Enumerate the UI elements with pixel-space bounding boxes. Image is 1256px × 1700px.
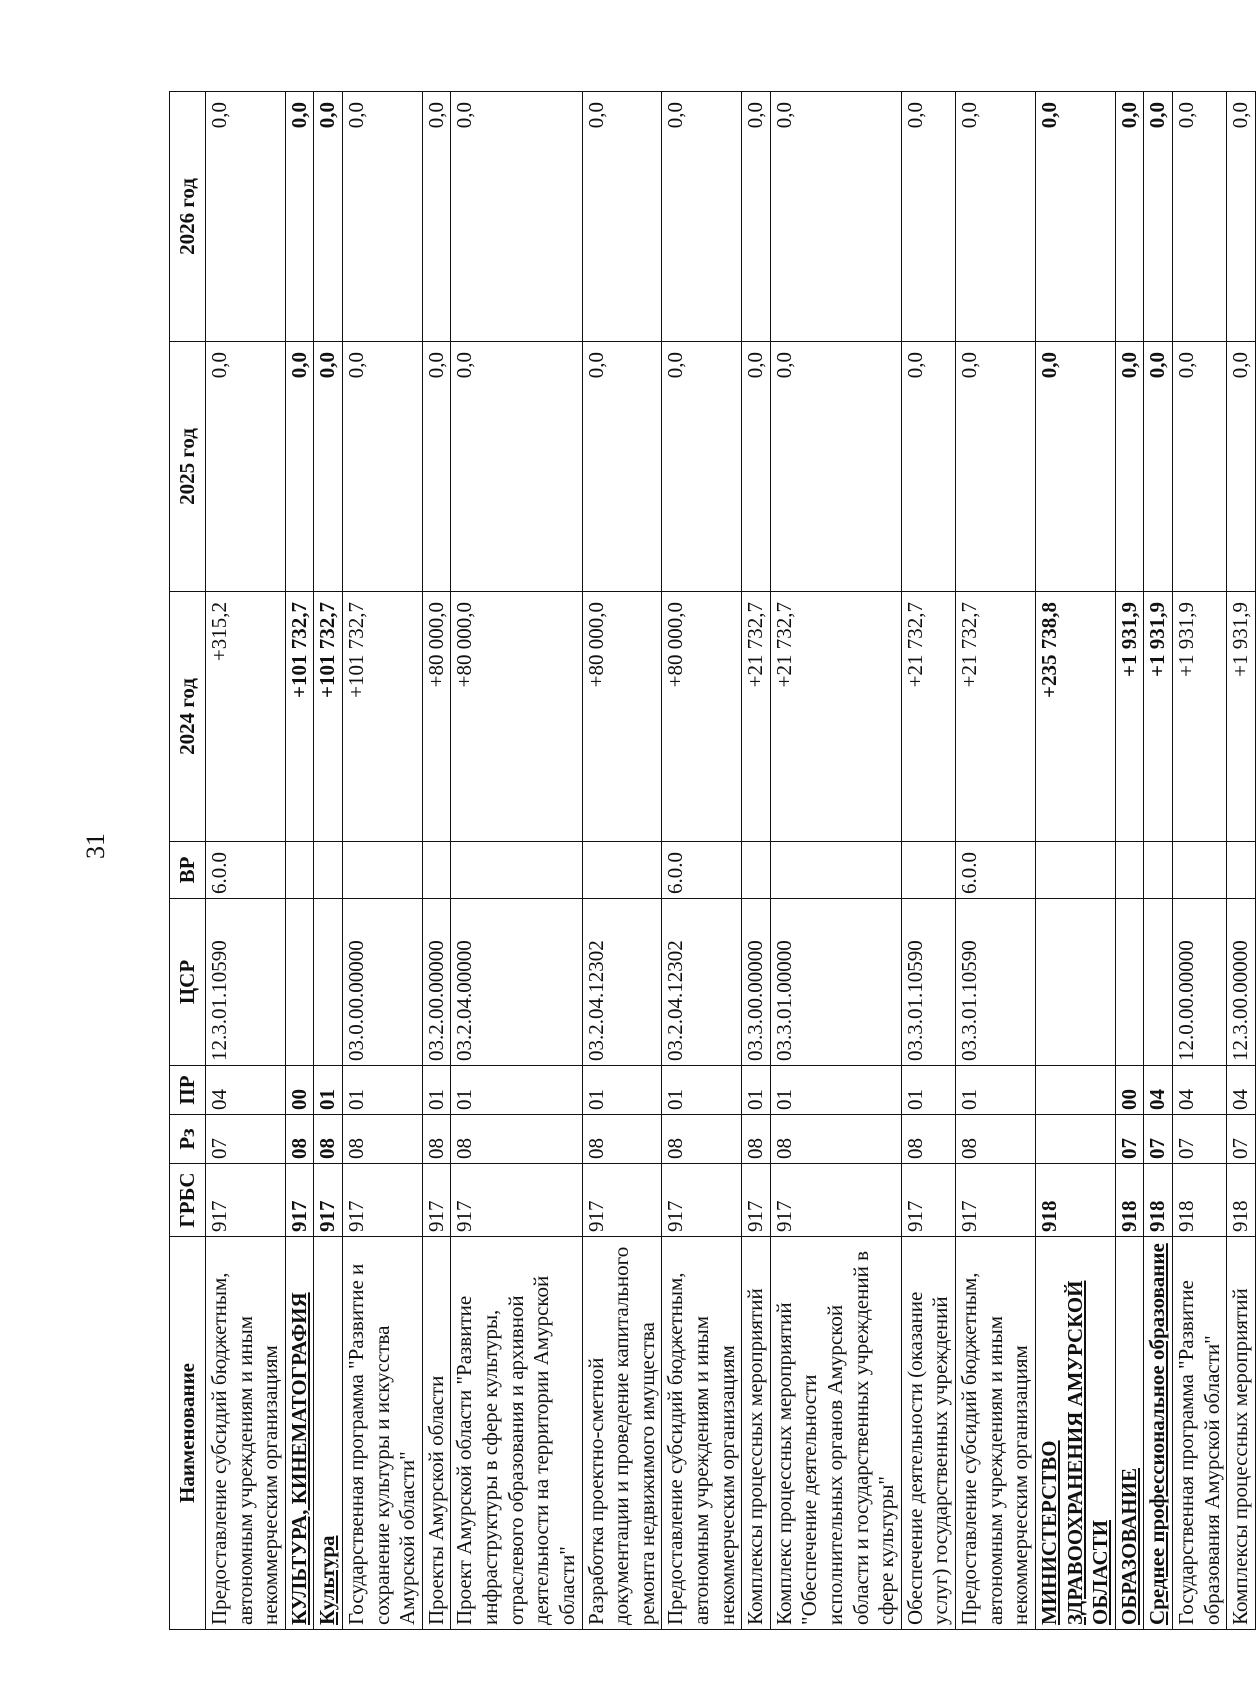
cell-csr: 03.3.01.10590 bbox=[956, 899, 1036, 1066]
cell-2026: 0,0 bbox=[742, 92, 771, 342]
cell-name: Предоставление субсидий бюджетным, автономным учреждениям и иным некоммерческим организациям bbox=[662, 1237, 742, 1630]
cell-pr: 01 bbox=[901, 1066, 955, 1115]
cell-2026: 0,0 bbox=[314, 92, 343, 342]
cell-pr: 04 bbox=[206, 1066, 286, 1115]
table-row bbox=[1035, 92, 1115, 1630]
cell-vr: 6.0.0 bbox=[206, 842, 286, 899]
cell-2024: +315,2 bbox=[206, 592, 286, 842]
table-row bbox=[582, 92, 662, 1630]
table-row bbox=[1115, 92, 1144, 1630]
cell-rz: 08 bbox=[343, 1115, 423, 1164]
cell-2026: 0,0 bbox=[901, 92, 955, 342]
table-row bbox=[662, 92, 742, 1630]
table-row bbox=[1172, 92, 1226, 1630]
cell-2025: 0,0 bbox=[742, 342, 771, 592]
cell-vr bbox=[770, 842, 901, 899]
cell-rz: 07 bbox=[206, 1115, 286, 1164]
cell-2024: +101 732,7 bbox=[285, 592, 314, 842]
cell-csr: 12.0.00.00000 bbox=[1172, 899, 1226, 1066]
cell-pr: 04 bbox=[1227, 1066, 1256, 1115]
cell-2024: +101 732,7 bbox=[343, 592, 423, 842]
header-vr: ВР bbox=[170, 842, 206, 899]
cell-name: Государственная программа "Развитие образования Амурской области" bbox=[1172, 1237, 1226, 1630]
cell-2025: 0,0 bbox=[1115, 342, 1144, 592]
cell-name: Обеспечение деятельности (оказание услуг) государственных учреждений bbox=[901, 1237, 955, 1630]
cell-2026: 0,0 bbox=[422, 92, 451, 342]
cell-2025: 0,0 bbox=[770, 342, 901, 592]
cell-rz: 08 bbox=[742, 1115, 771, 1164]
cell-vr bbox=[1227, 842, 1256, 899]
cell-csr: 03.2.04.00000 bbox=[451, 899, 582, 1066]
cell-csr: 12.3.00.00000 bbox=[1227, 899, 1256, 1066]
cell-pr: 01 bbox=[451, 1066, 582, 1115]
cell-grbs: 917 bbox=[582, 1164, 662, 1237]
table-row bbox=[770, 92, 901, 1630]
cell-csr: 03.2.00.00000 bbox=[422, 899, 451, 1066]
cell-pr: 01 bbox=[422, 1066, 451, 1115]
cell-rz: 08 bbox=[422, 1115, 451, 1164]
table-row bbox=[314, 92, 343, 1630]
cell-2024: +80 000,0 bbox=[451, 592, 582, 842]
cell-2026: 0,0 bbox=[1144, 92, 1173, 342]
table-row bbox=[422, 92, 451, 1630]
cell-pr: 00 bbox=[1115, 1066, 1144, 1115]
cell-rz: 08 bbox=[451, 1115, 582, 1164]
page-number: 31 bbox=[81, 833, 110, 859]
cell-csr: 12.3.01.10590 bbox=[206, 899, 286, 1066]
cell-csr: 03.3.01.00000 bbox=[770, 899, 901, 1066]
cell-csr: 03.2.04.12302 bbox=[582, 899, 662, 1066]
cell-2025: 0,0 bbox=[956, 342, 1036, 592]
header-rz: Рз bbox=[170, 1115, 206, 1164]
cell-csr bbox=[285, 899, 314, 1066]
cell-2025: 0,0 bbox=[206, 342, 286, 592]
cell-vr: 6.0.0 bbox=[956, 842, 1036, 899]
cell-pr: 01 bbox=[314, 1066, 343, 1115]
cell-rz: 08 bbox=[956, 1115, 1036, 1164]
cell-csr: 03.0.00.00000 bbox=[343, 899, 423, 1066]
cell-2026: 0,0 bbox=[1172, 92, 1226, 342]
cell-name: ОБРАЗОВАНИЕ bbox=[1115, 1237, 1144, 1630]
cell-vr bbox=[901, 842, 955, 899]
cell-2026: 0,0 bbox=[582, 92, 662, 342]
cell-vr bbox=[1144, 842, 1173, 899]
cell-2026: 0,0 bbox=[1035, 92, 1115, 342]
cell-2025: 0,0 bbox=[285, 342, 314, 592]
cell-vr bbox=[1115, 842, 1144, 899]
table-row bbox=[956, 92, 1036, 1630]
cell-pr: 01 bbox=[742, 1066, 771, 1115]
cell-pr bbox=[1035, 1066, 1115, 1115]
cell-grbs: 918 bbox=[1172, 1164, 1226, 1237]
cell-pr: 04 bbox=[1144, 1066, 1173, 1115]
cell-2024: +235 738,8 bbox=[1035, 592, 1115, 842]
cell-2026: 0,0 bbox=[662, 92, 742, 342]
cell-rz: 07 bbox=[1172, 1115, 1226, 1164]
table-row bbox=[343, 92, 423, 1630]
cell-2025: 0,0 bbox=[422, 342, 451, 592]
cell-rz: 08 bbox=[285, 1115, 314, 1164]
cell-2024: +21 732,7 bbox=[742, 592, 771, 842]
table-row bbox=[742, 92, 771, 1630]
header-2024: 2024 год bbox=[170, 592, 206, 842]
cell-name: Культура bbox=[314, 1237, 343, 1630]
cell-vr bbox=[451, 842, 582, 899]
cell-2025: 0,0 bbox=[1035, 342, 1115, 592]
cell-grbs: 917 bbox=[314, 1164, 343, 1237]
cell-name: Проекты Амурской области bbox=[422, 1237, 451, 1630]
cell-2026: 0,0 bbox=[770, 92, 901, 342]
cell-rz: 08 bbox=[770, 1115, 901, 1164]
cell-grbs: 917 bbox=[343, 1164, 423, 1237]
cell-2024: +1 931,9 bbox=[1227, 592, 1256, 842]
cell-2024: +101 732,7 bbox=[314, 592, 343, 842]
cell-2024: +80 000,0 bbox=[662, 592, 742, 842]
budget-table bbox=[169, 91, 1256, 1630]
cell-2024: +21 732,7 bbox=[901, 592, 955, 842]
cell-rz: 08 bbox=[901, 1115, 955, 1164]
table-row bbox=[1144, 92, 1173, 1630]
cell-grbs: 917 bbox=[770, 1164, 901, 1237]
cell-2025: 0,0 bbox=[582, 342, 662, 592]
cell-2026: 0,0 bbox=[343, 92, 423, 342]
cell-vr bbox=[582, 842, 662, 899]
table-row bbox=[285, 92, 314, 1630]
cell-2024: +1 931,9 bbox=[1115, 592, 1144, 842]
table-row bbox=[451, 92, 582, 1630]
cell-pr: 01 bbox=[343, 1066, 423, 1115]
cell-grbs: 917 bbox=[901, 1164, 955, 1237]
cell-name: Комплексы процессных мероприятий bbox=[742, 1237, 771, 1630]
cell-csr: 03.3.01.10590 bbox=[901, 899, 955, 1066]
cell-2026: 0,0 bbox=[206, 92, 286, 342]
cell-rz: 07 bbox=[1227, 1115, 1256, 1164]
cell-2026: 0,0 bbox=[956, 92, 1036, 342]
cell-vr bbox=[742, 842, 771, 899]
cell-csr bbox=[1115, 899, 1144, 1066]
cell-pr: 01 bbox=[770, 1066, 901, 1115]
cell-vr bbox=[422, 842, 451, 899]
cell-vr bbox=[343, 842, 423, 899]
header-2025: 2025 год bbox=[170, 342, 206, 592]
cell-grbs: 917 bbox=[742, 1164, 771, 1237]
cell-2025: 0,0 bbox=[1227, 342, 1256, 592]
cell-name: Комплекс процессных мероприятий "Обеспечение деятельности исполнительных органов Амурской области и государственных учреждений в сфере культуры" bbox=[770, 1237, 901, 1630]
cell-name: Комплексы процессных мероприятий bbox=[1227, 1237, 1256, 1630]
cell-vr bbox=[314, 842, 343, 899]
cell-name: МИНИСТЕРСТВО ЗДРАВООХРАНЕНИЯ АМУРСКОЙ ОБЛАСТИ bbox=[1035, 1237, 1115, 1630]
cell-2025: 0,0 bbox=[901, 342, 955, 592]
cell-vr bbox=[1172, 842, 1226, 899]
cell-2024: +80 000,0 bbox=[582, 592, 662, 842]
table-row bbox=[901, 92, 955, 1630]
header-grbs: ГРБС bbox=[170, 1164, 206, 1237]
cell-2024: +1 931,9 bbox=[1144, 592, 1173, 842]
cell-rz: 07 bbox=[1115, 1115, 1144, 1164]
cell-2025: 0,0 bbox=[343, 342, 423, 592]
cell-grbs: 918 bbox=[1144, 1164, 1173, 1237]
cell-csr bbox=[1144, 899, 1173, 1066]
table-row bbox=[1227, 92, 1256, 1630]
cell-grbs: 917 bbox=[422, 1164, 451, 1237]
cell-name: Предоставление субсидий бюджетным, автономным учреждениям и иным некоммерческим организациям bbox=[956, 1237, 1036, 1630]
cell-grbs: 917 bbox=[956, 1164, 1036, 1237]
cell-csr: 03.3.00.00000 bbox=[742, 899, 771, 1066]
cell-2025: 0,0 bbox=[314, 342, 343, 592]
cell-2026: 0,0 bbox=[451, 92, 582, 342]
header-pr: ПР bbox=[170, 1066, 206, 1115]
cell-grbs: 918 bbox=[1227, 1164, 1256, 1237]
cell-rz: 07 bbox=[1144, 1115, 1173, 1164]
cell-2024: +80 000,0 bbox=[422, 592, 451, 842]
cell-grbs: 917 bbox=[451, 1164, 582, 1237]
cell-pr: 01 bbox=[662, 1066, 742, 1115]
cell-name: КУЛЬТУРА, КИНЕМАТОГРАФИЯ bbox=[285, 1237, 314, 1630]
cell-grbs: 918 bbox=[1035, 1164, 1115, 1237]
cell-grbs: 917 bbox=[285, 1164, 314, 1237]
header-csr: ЦСР bbox=[170, 899, 206, 1066]
cell-grbs: 917 bbox=[662, 1164, 742, 1237]
cell-name: Проект Амурской области "Развитие инфраструктуры в сфере культуры, отраслевого образования и архивной деятельности на территории Амурской области" bbox=[451, 1237, 582, 1630]
cell-vr bbox=[285, 842, 314, 899]
cell-csr bbox=[314, 899, 343, 1066]
cell-rz bbox=[1035, 1115, 1115, 1164]
cell-pr: 00 bbox=[285, 1066, 314, 1115]
table-row bbox=[206, 92, 286, 1630]
cell-pr: 01 bbox=[956, 1066, 1036, 1115]
cell-name: Государственная программа "Развитие и сохранение культуры и искусства Амурской области" bbox=[343, 1237, 423, 1630]
cell-pr: 04 bbox=[1172, 1066, 1226, 1115]
cell-vr: 6.0.0 bbox=[662, 842, 742, 899]
cell-name: Предоставление субсидий бюджетным, автономным учреждениям и иным некоммерческим организациям bbox=[206, 1237, 286, 1630]
table-header-row bbox=[170, 92, 206, 1630]
cell-csr: 03.2.04.12302 bbox=[662, 899, 742, 1066]
cell-2024: +21 732,7 bbox=[770, 592, 901, 842]
cell-rz: 08 bbox=[314, 1115, 343, 1164]
cell-2025: 0,0 bbox=[1172, 342, 1226, 592]
cell-2025: 0,0 bbox=[451, 342, 582, 592]
cell-name: Среднее профессиональное образование bbox=[1144, 1237, 1173, 1630]
cell-2024: +1 931,9 bbox=[1172, 592, 1226, 842]
header-2026: 2026 год bbox=[170, 92, 206, 342]
header-name: Наименование bbox=[170, 1237, 206, 1630]
cell-grbs: 918 bbox=[1115, 1164, 1144, 1237]
cell-csr bbox=[1035, 899, 1115, 1066]
cell-2026: 0,0 bbox=[1115, 92, 1144, 342]
rotated-table-container bbox=[169, 92, 1253, 1630]
cell-2026: 0,0 bbox=[285, 92, 314, 342]
cell-vr bbox=[1035, 842, 1115, 899]
cell-pr: 01 bbox=[582, 1066, 662, 1115]
table-body bbox=[206, 92, 1256, 1630]
cell-rz: 08 bbox=[662, 1115, 742, 1164]
cell-2026: 0,0 bbox=[1227, 92, 1256, 342]
cell-name: Разработка проектно-сметной документации и проведение капитального ремонта недвижимого имущества bbox=[582, 1237, 662, 1630]
cell-rz: 08 bbox=[582, 1115, 662, 1164]
cell-2025: 0,0 bbox=[1144, 342, 1173, 592]
cell-2025: 0,0 bbox=[662, 342, 742, 592]
cell-2024: +21 732,7 bbox=[956, 592, 1036, 842]
cell-grbs: 917 bbox=[206, 1164, 286, 1237]
